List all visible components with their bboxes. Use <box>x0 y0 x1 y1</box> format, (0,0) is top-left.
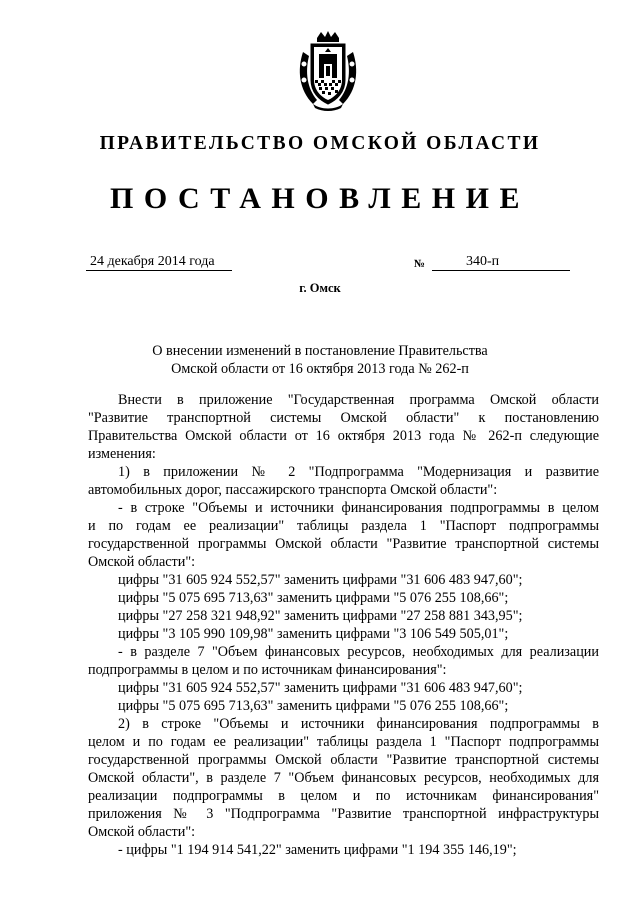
body-line: 1) в приложении № 2 "Подпрограмма "Модернизация и развитие <box>118 464 599 480</box>
body-line: изменения: <box>88 446 156 462</box>
body-line: реализации подпрограммы в целом и по источникам финансирования" <box>88 788 599 804</box>
body-line: и по годам ее реализации" таблицы раздела 1 "Паспорт подпрограммы <box>88 518 599 534</box>
body-line: Омской области", в разделе 7 "Объем финансовых ресурсов, необходимых для <box>88 770 599 786</box>
body-line: цифры "27 258 321 948,92" заменить цифрами "27 258 881 343,95"; <box>118 608 523 624</box>
body-line: автомобильных дорог, пассажирского транспорта Омской области": <box>88 482 498 498</box>
body-line: государственной программы Омской области "Развитие транспортной системы <box>88 752 599 768</box>
subject-line: О внесении изменений в постановление Правительства <box>152 343 488 359</box>
city: г. Омск <box>299 281 341 295</box>
body-line: государственной программы Омской области "Развитие транспортной системы <box>88 536 599 552</box>
body-line: приложения № 3 "Подпрограмма "Развитие транспортной инфраструктуры <box>88 806 599 822</box>
body-line: цифры "5 075 695 713,63" заменить цифрами "5 076 255 108,66"; <box>118 590 509 606</box>
subject-line: Омской области от 16 октября 2013 года № 262-п <box>171 361 469 377</box>
organization-title: ПРАВИТЕЛЬСТВО ОМСКОЙ ОБЛАСТИ <box>99 133 541 154</box>
document-type-title: ПОСТАНОВЛЕНИЕ <box>110 182 530 215</box>
body-line: Омской области": <box>88 554 196 570</box>
body-line: Правительства Омской области от 16 октября 2013 года № 262-п следующие <box>88 428 599 444</box>
decree-body <box>88 391 599 859</box>
decree-subject <box>0 342 640 378</box>
body-line: цифры "3 105 990 109,98" заменить цифрами "3 106 549 505,01"; <box>118 626 509 642</box>
body-line: целом и по годам ее реализации" таблицы раздела 1 "Паспорт подпрограммы <box>88 734 599 750</box>
body-line: Омской области": <box>88 824 196 840</box>
body-line: - цифры "1 194 914 541,22" заменить цифрами "1 194 355 146,19"; <box>118 842 517 858</box>
decree-number: 340-п <box>432 254 570 271</box>
body-line: цифры "31 605 924 552,57" заменить цифрами "31 606 483 947,60"; <box>118 572 523 588</box>
coat-of-arms-icon <box>295 30 361 112</box>
body-line: - в разделе 7 "Объем финансовых ресурсов, необходимых для реализации <box>118 644 599 660</box>
decree-date: 24 декабря 2014 года <box>86 254 232 271</box>
body-line: подпрограммы в целом и по источникам финансирования": <box>88 662 447 678</box>
body-line: - в строке "Объемы и источники финансирования подпрограммы в целом <box>118 500 599 516</box>
number-label: № <box>414 258 426 270</box>
body-line: 2) в строке "Объемы и источники финансирования подпрограммы в <box>118 716 599 732</box>
body-line: "Развитие транспортной системы Омской области" к постановлению <box>88 410 599 426</box>
body-line: цифры "31 605 924 552,57" заменить цифрами "31 606 483 947,60"; <box>118 680 523 696</box>
body-line: цифры "5 075 695 713,63" заменить цифрами "5 076 255 108,66"; <box>118 698 509 714</box>
body-line: Внести в приложение "Государственная программа Омской области <box>118 392 599 408</box>
